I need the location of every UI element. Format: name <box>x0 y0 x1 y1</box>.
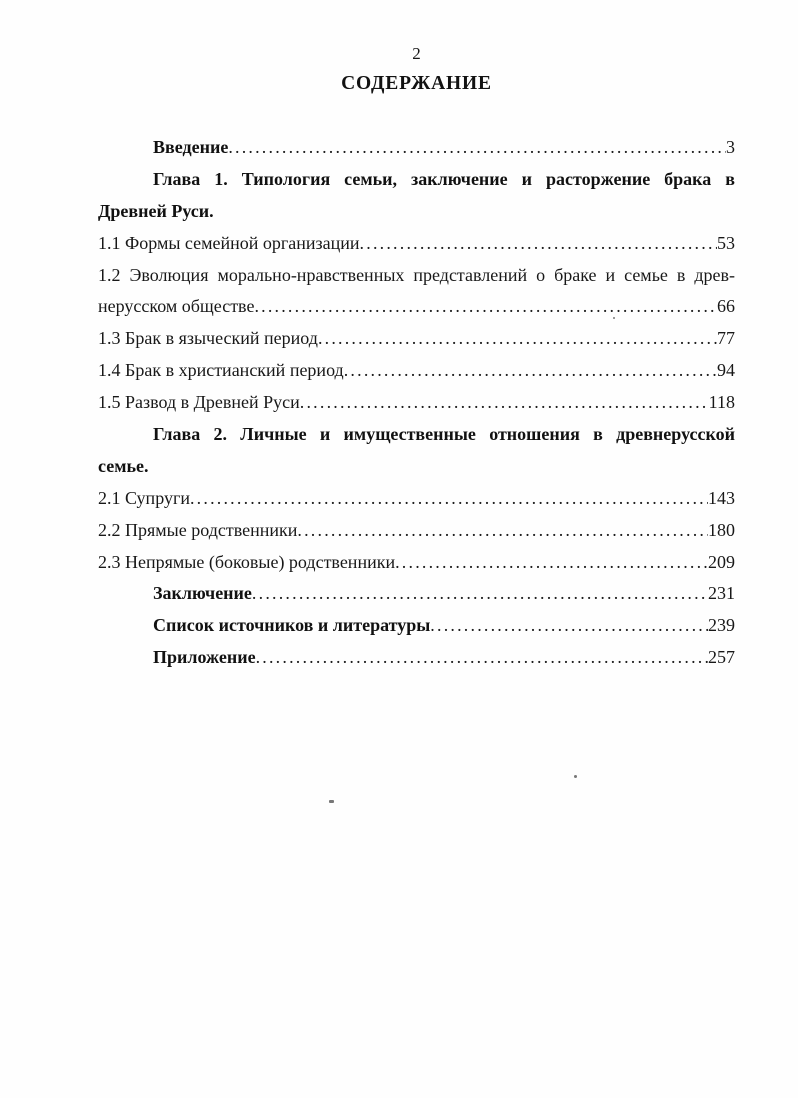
toc-entry-page: 66 <box>717 296 735 317</box>
dot-leader <box>300 387 709 419</box>
toc-entry <box>98 323 735 355</box>
toc-entry-label: Глава 2. Личные и имущественные отношения в древнерусской <box>153 424 735 445</box>
toc-entry-label: Древней Руси. <box>98 200 214 221</box>
dot-leader <box>318 323 717 355</box>
toc-entry-label: 1.3 Брак в языческий период <box>98 328 318 349</box>
toc-entry-page: 180 <box>708 519 735 540</box>
toc-entry <box>98 132 735 164</box>
toc-entry <box>98 228 735 260</box>
toc-entry-label: 2.1 Супруги <box>98 487 190 508</box>
toc-entry <box>98 547 735 579</box>
dot-leader <box>395 547 708 579</box>
toc-entry-label: 1.2 Эволюция морально-нравственных представлений о браке и семье в древ- <box>98 264 735 285</box>
toc-entry-label: 2.3 Непрямые (боковые) родственники <box>98 551 396 572</box>
toc-entry <box>98 483 735 515</box>
toc-entry-page: 53 <box>717 232 735 253</box>
toc-entry-page: 231 <box>708 583 735 604</box>
scan-artifact <box>613 317 615 319</box>
toc-entry <box>98 642 735 674</box>
page-title: СОДЕРЖАНИЕ <box>341 73 492 94</box>
toc-entry-label: 1.4 Брак в христианский период <box>98 360 344 381</box>
dot-leader <box>252 578 708 610</box>
dot-leader <box>430 610 708 642</box>
toc-entry <box>98 164 735 196</box>
toc-entry-label: Приложение <box>153 647 256 668</box>
toc-entry <box>98 451 735 483</box>
toc-entry-page: 209 <box>708 551 735 572</box>
page-number: 2 <box>412 44 421 63</box>
toc-entry-label: Введение <box>153 137 229 157</box>
toc-entry-page: 143 <box>708 487 735 508</box>
dot-leader <box>254 291 717 323</box>
toc-entry-page: 239 <box>708 615 735 636</box>
toc-entry-label: семье. <box>98 455 149 476</box>
dot-leader <box>360 228 717 260</box>
toc-entry <box>98 355 735 387</box>
toc-entry <box>98 291 735 323</box>
toc-entry-page: 94 <box>717 360 735 381</box>
toc-entry-page: 118 <box>708 392 735 413</box>
toc-entry <box>98 515 735 547</box>
dot-leader <box>190 483 708 515</box>
toc-entry-label: Список источников и литературы <box>153 615 431 636</box>
toc-entry-label: 2.2 Прямые родственники <box>98 519 298 540</box>
toc-entry-label: 1.5 Развод в Древней Руси <box>98 392 300 413</box>
toc-entry <box>98 260 735 292</box>
table-of-contents <box>98 132 735 674</box>
toc-entry <box>98 578 735 610</box>
dot-leader <box>256 642 708 674</box>
toc-entry-label: нерусском обществе <box>98 296 255 317</box>
scan-artifact <box>329 800 334 803</box>
dot-leader <box>297 515 708 547</box>
dot-leader <box>344 355 717 387</box>
dot-leader <box>228 132 726 164</box>
toc-entry <box>98 610 735 642</box>
toc-entry-page: 77 <box>717 328 735 349</box>
toc-entry <box>98 387 735 419</box>
scan-artifact <box>574 775 577 778</box>
toc-entry-label: Заключение <box>153 583 252 604</box>
toc-entry-page: 3 <box>726 137 735 157</box>
toc-entry <box>98 419 735 451</box>
toc-entry-label: 1.1 Формы семейной организации <box>98 232 360 253</box>
toc-entry-page: 257 <box>708 647 735 668</box>
toc-entry-label: Глава 1. Типология семьи, заключение и расторжение брака в <box>153 168 735 189</box>
toc-entry <box>98 196 735 228</box>
